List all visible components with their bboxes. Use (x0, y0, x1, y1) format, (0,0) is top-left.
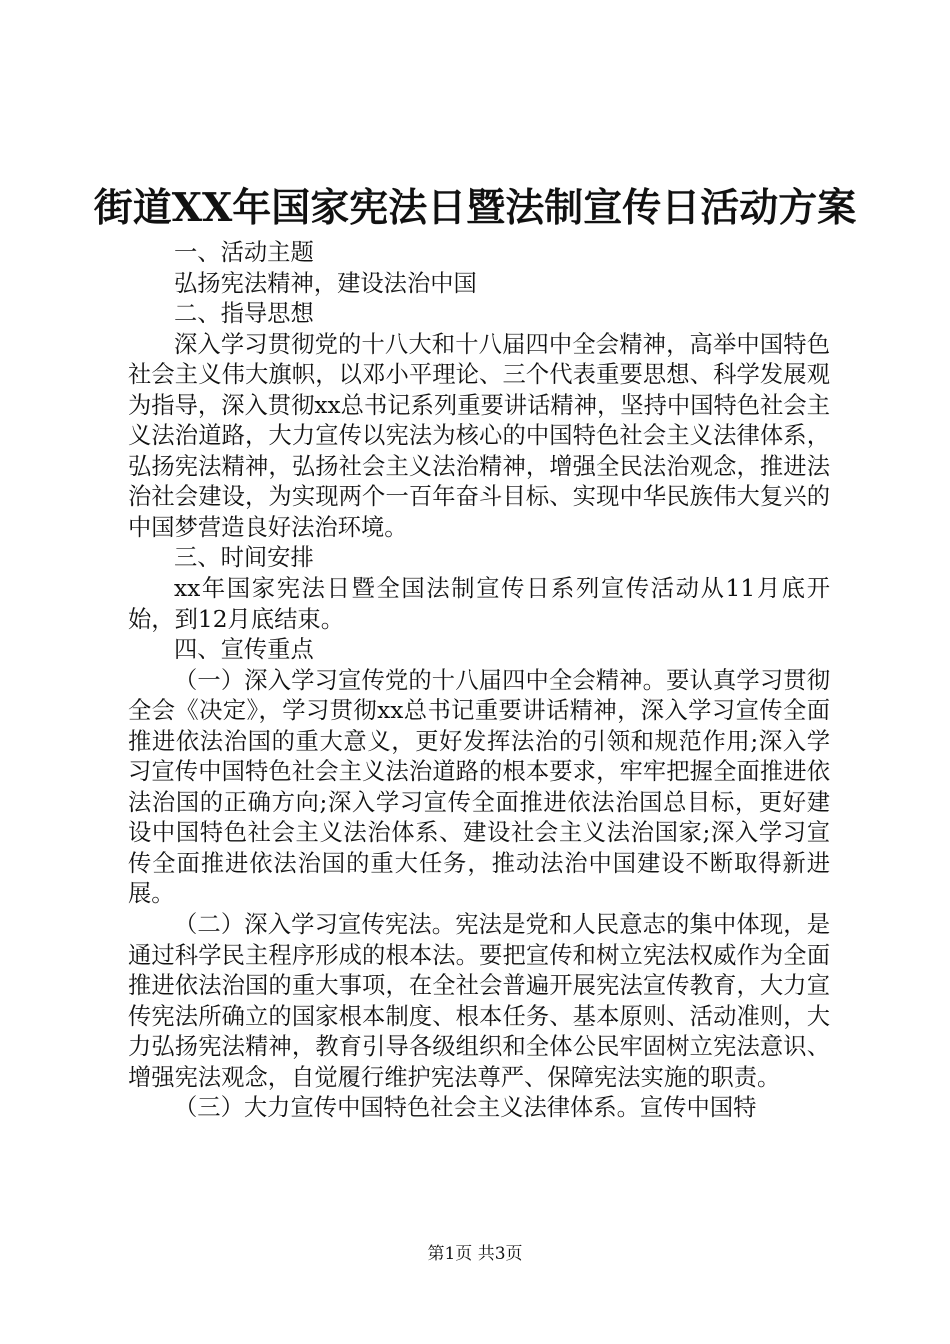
document-title: 街道XX年国家宪法日暨法制宣传日活动方案 (93, 185, 857, 231)
section-heading-theme: 一、活动主题 (174, 239, 314, 266)
section-heading-schedule: 三、时间安排 (174, 544, 314, 572)
schedule-paragraph: xx年国家宪法日暨全国法制宣传日系列宣传活动从11月底开始，到12月底结束。 (128, 575, 830, 633)
theme-slogan: 弘扬宪法精神，建设法治中国 (174, 269, 477, 297)
document-body (128, 238, 830, 1124)
section-heading-guiding-thought: 二、指导思想 (174, 300, 314, 328)
focus-item-3-paragraph: （三）大力宣传中国特色社会主义法律体系。宣传中国特 (174, 1094, 757, 1122)
page-footer: 第1页 共3页 (427, 1244, 523, 1264)
focus-item-2-paragraph: （二）深入学习宣传宪法。宪法是党和人民意志的集中体现，是通过科学民主程序形成的根本法。要把宣传和树立宪法权威作为全面推进依法治国的重大事项，在全社会普遍开展宪法宣传教育，大力宣传宪法所确立的国家根本制度、根本任务、基本原则、活动准则，大力弘扬宪法精神，教育引导各级组织和全体公民牢固树立宪法意识、增强宪法观念，自觉履行维护宪法尊严、保障宪法实施的职责。 (128, 911, 830, 1091)
section-heading-focus: 四、宣传重点 (174, 636, 314, 664)
guiding-thought-paragraph: 深入学习贯彻党的十八大和十八届四中全会精神，高举中国特色社会主义伟大旗帜，以邓小平理论、三个代表重要思想、科学发展观为指导，深入贯彻xx总书记系列重要讲话精神，坚持中国特色社会主义法治道路，大力宣传以宪法为核心的中国特色社会主义法律体系，弘扬宪法精神，弘扬社会主义法治精神，增强全民法治观念，推进法治社会建设，为实现两个一百年奋斗目标、实现中华民族伟大复兴的中国梦营造良好法治环境。 (128, 330, 830, 541)
focus-item-1-paragraph: （一）深入学习宣传党的十八届四中全会精神。要认真学习贯彻全会《决定》，学习贯彻xx总书记重要讲话精神，深入学习宣传全面推进依法治国的重大意义，更好发挥法治的引领和规范作用;深入学习宣传中国特色社会主义法治道路的根本要求，牢牢把握全面推进依法治国的正确方向;深入学习宣传全面推进依法治国总目标，更好建设中国特色社会主义法治体系、建设社会主义法治国家;深入学习宣传全面推进依法治国的重大任务，推动法治中国建设不断取得新进展。 (128, 666, 830, 908)
